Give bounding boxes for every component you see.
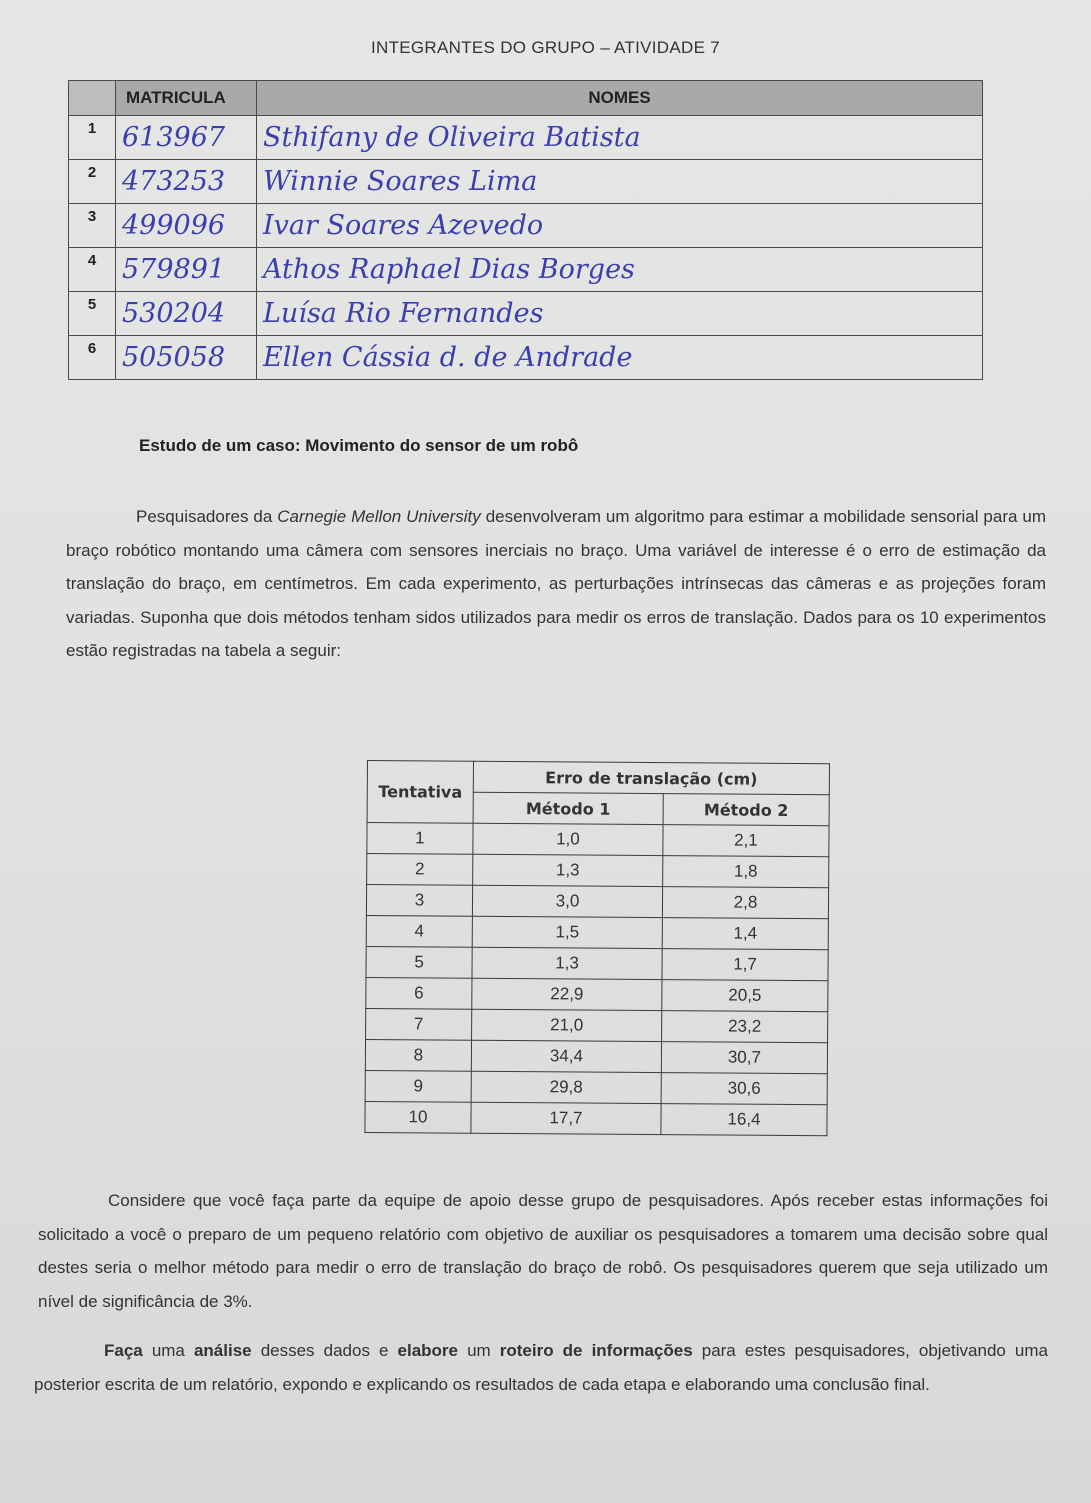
row-number: 2	[69, 160, 116, 204]
nome-cell: Ivar Soares Azevedo	[257, 204, 983, 248]
header-nomes: NOMES	[257, 81, 983, 116]
context-paragraph	[38, 1184, 1048, 1318]
metodo-2-cell: 2,1	[663, 825, 829, 857]
section-title: Estudo de um caso: Movimento do sensor de um robô	[139, 436, 579, 455]
table-row	[69, 292, 983, 336]
metodo-1-cell: 3,0	[472, 885, 662, 917]
metodo-2-cell: 2,8	[662, 887, 828, 919]
metodo-2-cell: 20,5	[662, 980, 828, 1012]
matricula-cell: 613967	[116, 116, 257, 160]
table-row	[69, 160, 983, 204]
col-group-erro: Erro de translação (cm)	[473, 761, 829, 794]
task-text-4: para estes pesquisadores, objetivando uma posterior escrita de um relatório, expondo e explicando os resultados de cada etapa e elaborando uma conclusão final.	[34, 1341, 1048, 1394]
table-row	[367, 854, 829, 888]
table-row	[365, 1070, 827, 1104]
metodo-2-cell: 16,4	[661, 1104, 827, 1136]
table-row	[365, 1101, 827, 1135]
group-members-table	[68, 80, 983, 380]
task-elabore: elabore	[397, 1341, 459, 1360]
tentativa-cell: 7	[366, 1008, 472, 1040]
table-row	[366, 885, 828, 919]
metodo-2-cell: 30,7	[661, 1042, 827, 1074]
task-roteiro: roteiro de informações	[499, 1341, 693, 1360]
metodo-2-cell: 23,2	[662, 1011, 828, 1043]
intro-paragraph	[66, 500, 1046, 668]
tentativa-cell: 6	[366, 977, 472, 1009]
table-row	[366, 915, 828, 949]
document-title: INTEGRANTES DO GRUPO – ATIVIDADE 7	[370, 38, 720, 57]
nome-cell: Winnie Soares Lima	[257, 160, 983, 204]
metodo-2-cell: 1,8	[663, 856, 829, 888]
nome-cell: Athos Raphael Dias Borges	[257, 248, 983, 292]
tentativa-cell: 3	[366, 885, 472, 917]
translation-error-table	[364, 760, 830, 1136]
row-number: 1	[69, 116, 116, 160]
group-table-header	[69, 81, 983, 116]
header-corner-cell	[69, 81, 116, 116]
matricula-cell: 473253	[116, 160, 257, 204]
table-row	[367, 823, 829, 857]
table-row	[365, 1039, 827, 1073]
task-analise: análise	[193, 1341, 252, 1360]
col-tentativa: Tentativa	[367, 761, 473, 824]
matricula-cell: 499096	[116, 204, 257, 248]
metodo-1-cell: 1,3	[472, 947, 662, 979]
col-metodo-2: Método 2	[663, 794, 829, 826]
row-number: 4	[69, 248, 116, 292]
metodo-2-cell: 30,6	[661, 1073, 827, 1105]
tentativa-cell: 8	[365, 1039, 471, 1071]
matricula-cell: 505058	[116, 336, 257, 380]
metodo-1-cell: 22,9	[472, 978, 662, 1010]
row-number: 3	[69, 204, 116, 248]
metodo-1-cell: 1,3	[473, 854, 663, 886]
table-row	[366, 977, 828, 1011]
task-paragraph	[34, 1334, 1048, 1401]
metodo-1-cell: 1,0	[473, 823, 663, 855]
nome-cell: Luísa Rio Fernandes	[257, 292, 983, 336]
metodo-2-cell: 1,7	[662, 949, 828, 981]
metodo-1-cell: 17,7	[471, 1102, 661, 1134]
metodo-1-cell: 1,5	[472, 916, 662, 948]
matricula-cell: 579891	[116, 248, 257, 292]
table-row	[69, 116, 983, 160]
table-row	[366, 1008, 828, 1042]
table-row	[69, 248, 983, 292]
tentativa-cell: 10	[365, 1101, 471, 1133]
matricula-cell: 530204	[116, 292, 257, 336]
metodo-1-cell: 34,4	[471, 1040, 661, 1072]
task-text-2: desses dados e	[251, 1341, 398, 1360]
table-row	[366, 946, 828, 980]
intro-text-rest: desenvolveram um algoritmo para estimar a mobilidade sensorial para um braço robótico montando uma câmera com sensores inerciais no braço. Uma variável de interesse é o erro de estimação da translação do braço, em centímetros. Em cada experimento, as perturbações intrínsecas das câmeras e as projeções foram variadas. Suponha que dois métodos tenham sidos utilizados para medir os erros de translação. Dados para os 10 experimentos estão registradas na tabela a seguir:	[66, 507, 1047, 661]
col-metodo-1: Método 1	[473, 792, 663, 824]
metodo-1-cell: 21,0	[472, 1009, 662, 1041]
row-number: 5	[69, 292, 116, 336]
metodo-2-cell: 1,4	[662, 918, 828, 950]
task-text-3: um	[458, 1341, 500, 1360]
row-number: 6	[69, 336, 116, 380]
task-faca: Faça	[104, 1341, 143, 1360]
tentativa-cell: 5	[366, 946, 472, 978]
tentativa-cell: 4	[366, 915, 472, 947]
table-row	[69, 204, 983, 248]
intro-text-start: Pesquisadores da	[136, 507, 278, 526]
nome-cell: Sthifany de Oliveira Batista	[257, 116, 983, 160]
context-text: Considere que você faça parte da equipe de apoio desse grupo de pesquisadores. Após receber estas informações foi solicitado a você o preparo de um pequeno relatório com objetivo de auxiliar os pesquisadores a tomarem uma decisão sobre qual destes seria o melhor método para medir o erro de translação do braço de robô. Os pesquisadores querem que seja utilizado um nível de significância de 3%.	[38, 1191, 1048, 1311]
tentativa-cell: 1	[367, 823, 473, 855]
header-matricula: MATRICULA	[116, 81, 257, 116]
tentativa-cell: 9	[365, 1070, 471, 1102]
university-name: Carnegie Mellon University	[277, 507, 481, 526]
nome-cell: Ellen Cássia d. de Andrade	[257, 336, 983, 380]
tentativa-cell: 2	[367, 854, 473, 886]
table-row	[69, 336, 983, 380]
metodo-1-cell: 29,8	[471, 1071, 661, 1103]
task-text-1: uma	[142, 1341, 194, 1360]
